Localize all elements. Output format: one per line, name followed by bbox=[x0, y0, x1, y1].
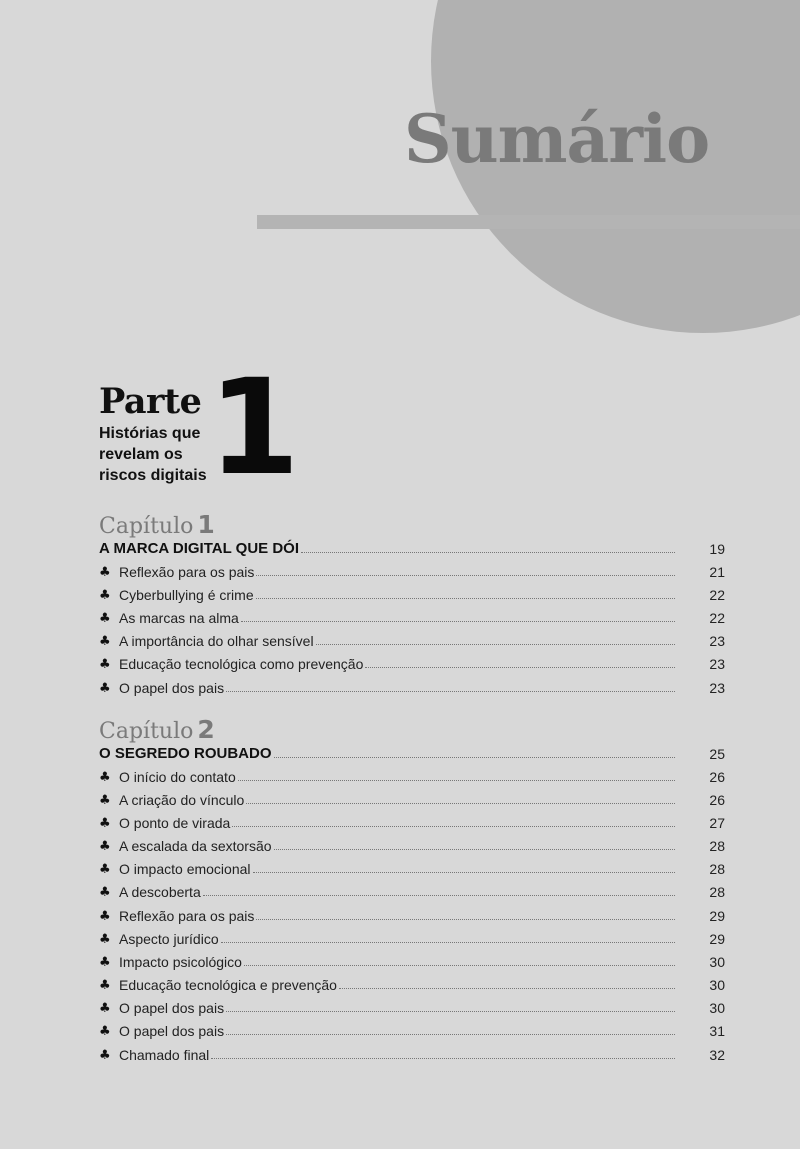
club-suit-icon: ♣ bbox=[99, 1001, 111, 1016]
toc-entry-label: Educação tecnológica como prevenção bbox=[119, 656, 364, 672]
toc-entry[interactable] bbox=[99, 652, 725, 672]
dot-leader bbox=[226, 1011, 675, 1012]
club-suit-icon: ♣ bbox=[99, 770, 111, 785]
toc-entry[interactable] bbox=[99, 788, 725, 808]
toc-entry-label: O início do contato bbox=[119, 769, 236, 785]
toc-entry[interactable] bbox=[99, 583, 725, 603]
toc-entry[interactable] bbox=[99, 973, 725, 993]
toc-entry-label: As marcas na alma bbox=[119, 610, 239, 626]
club-suit-icon: ♣ bbox=[99, 634, 111, 649]
page-number: 26 bbox=[709, 792, 725, 808]
toc-entry-label: O papel dos pais bbox=[119, 680, 225, 696]
toc-entry[interactable] bbox=[99, 996, 725, 1016]
club-suit-icon: ♣ bbox=[99, 681, 111, 696]
club-suit-icon: ♣ bbox=[99, 909, 111, 924]
dot-leader bbox=[253, 872, 675, 873]
dot-leader bbox=[365, 667, 675, 668]
dot-leader bbox=[274, 849, 675, 850]
part-word: Parte bbox=[99, 381, 202, 422]
chapter-2-title-row[interactable] bbox=[99, 742, 725, 762]
chapter-1-label bbox=[99, 512, 215, 538]
club-suit-icon: ♣ bbox=[99, 588, 111, 603]
club-suit-icon: ♣ bbox=[99, 1048, 111, 1063]
dot-leader bbox=[246, 803, 675, 804]
dot-leader bbox=[241, 621, 675, 622]
dot-leader bbox=[232, 826, 675, 827]
club-suit-icon: ♣ bbox=[99, 565, 111, 580]
dot-leader bbox=[316, 644, 675, 645]
dot-leader bbox=[211, 1058, 675, 1059]
page-number: 25 bbox=[709, 746, 725, 762]
chapter-title: A MARCA DIGITAL QUE DÓI bbox=[99, 540, 299, 557]
toc-entry[interactable] bbox=[99, 629, 725, 649]
dot-leader bbox=[203, 895, 675, 896]
page-number: 19 bbox=[709, 541, 725, 557]
page-number: 28 bbox=[709, 861, 725, 877]
page-number: 26 bbox=[709, 769, 725, 785]
dot-leader bbox=[339, 988, 675, 989]
page-number: 22 bbox=[709, 587, 725, 603]
toc-entry-label: Reflexão para os pais bbox=[119, 564, 255, 580]
toc-entry-label: Cyberbullying é crime bbox=[119, 587, 254, 603]
page-number: 31 bbox=[709, 1023, 725, 1039]
toc-entry-label: Educação tecnológica e prevenção bbox=[119, 977, 337, 993]
toc-entry-label: Aspecto jurídico bbox=[119, 931, 219, 947]
dot-leader bbox=[238, 780, 675, 781]
toc-entry[interactable] bbox=[99, 606, 725, 626]
toc-entry-label: Reflexão para os pais bbox=[119, 908, 255, 924]
toc-entry[interactable] bbox=[99, 676, 725, 696]
toc-entry-label: A criação do vínculo bbox=[119, 792, 245, 808]
toc-entry-label: O ponto de virada bbox=[119, 815, 231, 831]
club-suit-icon: ♣ bbox=[99, 932, 111, 947]
page-number: 27 bbox=[709, 815, 725, 831]
chapter-1-title-row[interactable] bbox=[99, 537, 725, 557]
page-number: 23 bbox=[709, 680, 725, 696]
toc-entry-label: O papel dos pais bbox=[119, 1023, 225, 1039]
dot-leader bbox=[301, 552, 675, 553]
part-subtitle: Histórias que revelam os riscos digitais bbox=[99, 425, 207, 484]
club-suit-icon: ♣ bbox=[99, 816, 111, 831]
toc-entry[interactable] bbox=[99, 560, 725, 580]
club-suit-icon: ♣ bbox=[99, 862, 111, 877]
dot-leader bbox=[226, 691, 675, 692]
page-number: 30 bbox=[709, 977, 725, 993]
page-number: 29 bbox=[709, 908, 725, 924]
toc-entry-label: O papel dos pais bbox=[119, 1000, 225, 1016]
toc-entry-label: A importância do olhar sensível bbox=[119, 633, 314, 649]
page-number: 23 bbox=[709, 633, 725, 649]
toc-entry-label: A escalada da sextorsão bbox=[119, 838, 272, 854]
toc-entry[interactable] bbox=[99, 1043, 725, 1063]
toc-entry[interactable] bbox=[99, 927, 725, 947]
page-number: 30 bbox=[709, 954, 725, 970]
part-number: 1 bbox=[208, 351, 300, 505]
club-suit-icon: ♣ bbox=[99, 611, 111, 626]
chapter-number: 2 bbox=[197, 715, 215, 744]
dot-leader bbox=[226, 1034, 675, 1035]
page-number: 23 bbox=[709, 656, 725, 672]
page-title: Sumário bbox=[404, 100, 710, 178]
page-number: 29 bbox=[709, 931, 725, 947]
toc-entry[interactable] bbox=[99, 904, 725, 924]
club-suit-icon: ♣ bbox=[99, 978, 111, 993]
dot-leader bbox=[274, 757, 675, 758]
club-suit-icon: ♣ bbox=[99, 955, 111, 970]
page-number: 28 bbox=[709, 838, 725, 854]
chapter-word: Capítulo bbox=[99, 719, 194, 744]
toc-entry-label: A descoberta bbox=[119, 884, 201, 900]
chapter-word: Capítulo bbox=[99, 514, 194, 539]
dot-leader bbox=[244, 965, 675, 966]
page-number: 32 bbox=[709, 1047, 725, 1063]
club-suit-icon: ♣ bbox=[99, 657, 111, 672]
club-suit-icon: ♣ bbox=[99, 1024, 111, 1039]
page-number: 28 bbox=[709, 884, 725, 900]
dot-leader bbox=[256, 919, 675, 920]
chapter-2-label bbox=[99, 717, 215, 743]
page-number: 30 bbox=[709, 1000, 725, 1016]
club-suit-icon: ♣ bbox=[99, 839, 111, 854]
dot-leader bbox=[256, 575, 675, 576]
page-number: 22 bbox=[709, 610, 725, 626]
toc-entry[interactable] bbox=[99, 1019, 725, 1039]
toc-entry[interactable] bbox=[99, 880, 725, 900]
toc-entry-label: Impacto psicológico bbox=[119, 954, 242, 970]
toc-entry-label: O impacto emocional bbox=[119, 861, 251, 877]
page-number: 21 bbox=[709, 564, 725, 580]
toc-entry-label: Chamado final bbox=[119, 1047, 210, 1063]
dot-leader bbox=[256, 598, 675, 599]
toc-entry[interactable] bbox=[99, 950, 725, 970]
toc-entry[interactable] bbox=[99, 765, 725, 785]
club-suit-icon: ♣ bbox=[99, 885, 111, 900]
club-suit-icon: ♣ bbox=[99, 793, 111, 808]
decorative-bar bbox=[257, 215, 800, 229]
toc-entry[interactable] bbox=[99, 857, 725, 877]
toc-entry[interactable] bbox=[99, 834, 725, 854]
dot-leader bbox=[221, 942, 675, 943]
chapter-title: O SEGREDO ROUBADO bbox=[99, 745, 272, 762]
chapter-number: 1 bbox=[197, 510, 215, 539]
toc-entry[interactable] bbox=[99, 811, 725, 831]
